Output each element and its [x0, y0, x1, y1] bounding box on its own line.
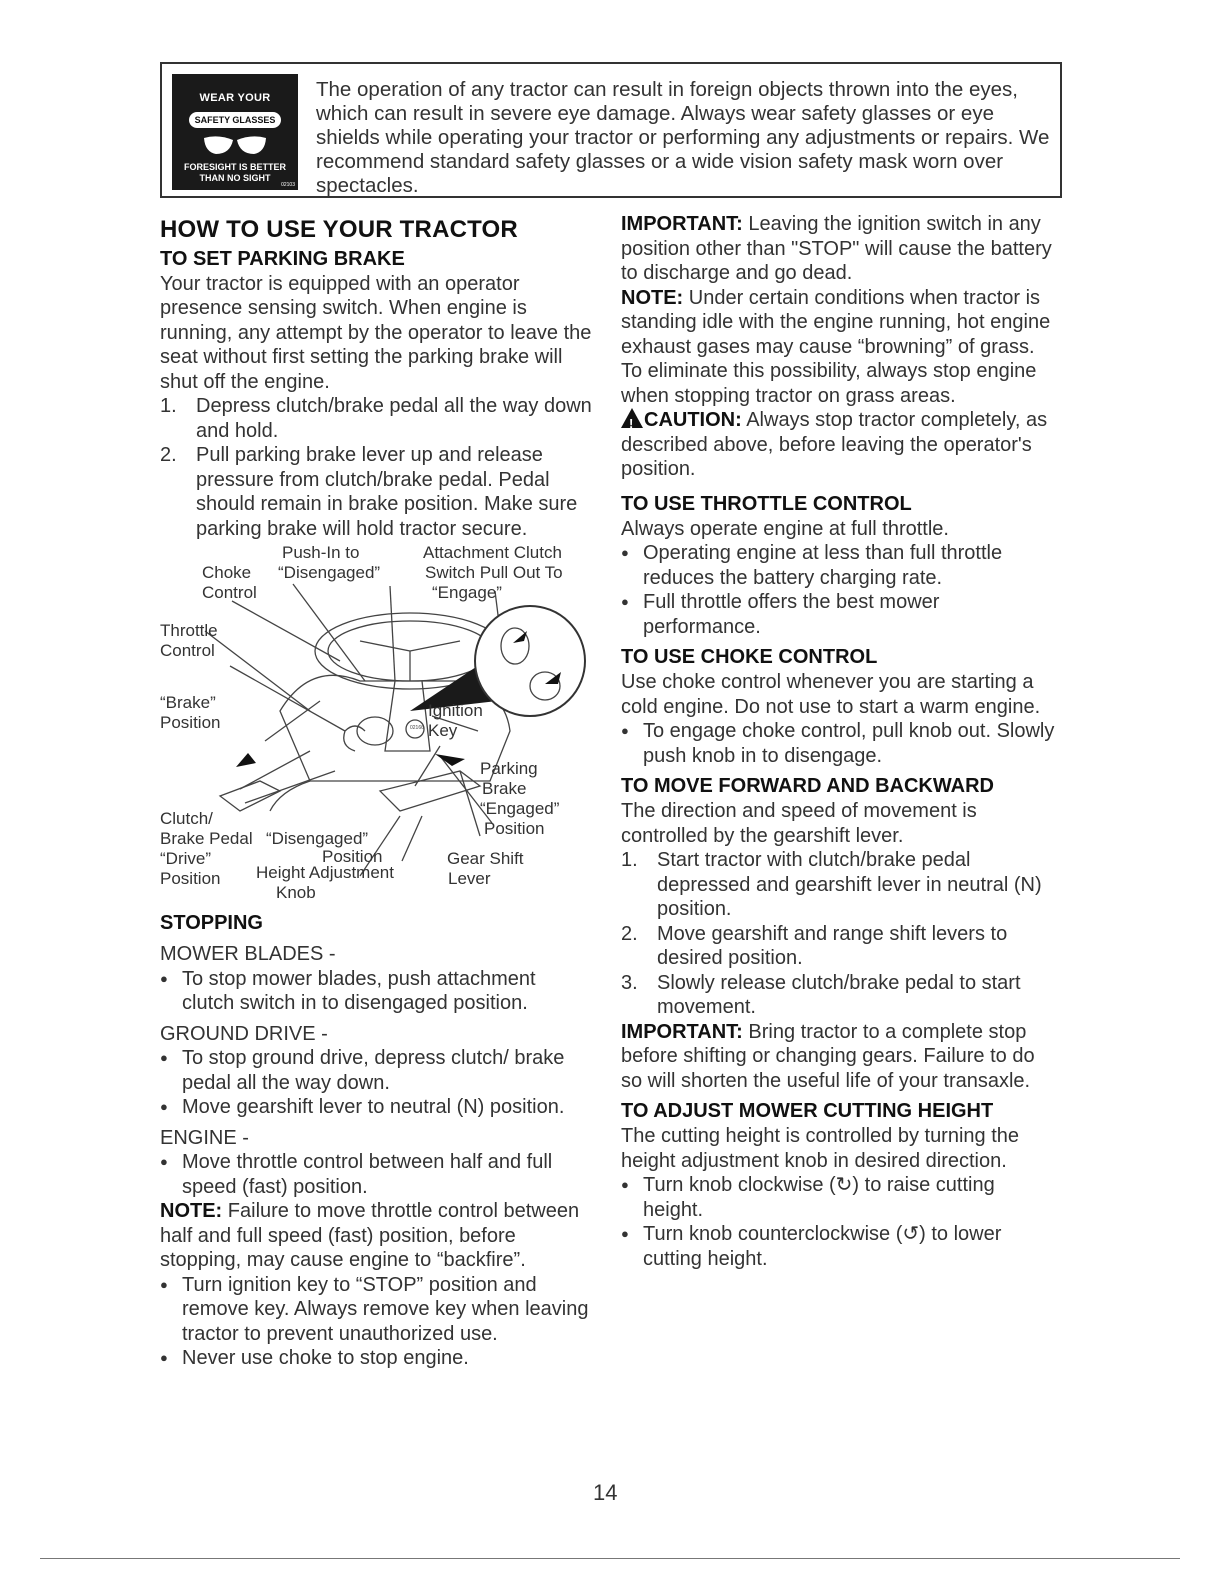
- choke-intro: Use choke control whenever you are starting a cold engine. Do not use to start a warm engine.: [621, 671, 1041, 718]
- step-text: Move gearshift and range shift levers to desired position.: [657, 922, 1008, 969]
- parking-brake-heading: TO SET PARKING BRAKE: [160, 247, 405, 270]
- warning-text: The operation of any tractor can result in foreign objects thrown into the eyes, which can result in severe eye damage. Always wear safety glasses or eye shields while operating your tractor or performing any adjustments or repairs. We recommend standard safety glasses or a wide vision safety mask worn over spectacles.: [316, 78, 1050, 197]
- important-shifting: [621, 1020, 1055, 1094]
- mower-blades-label: MOWER BLADES -: [160, 943, 336, 965]
- throttle-label: Throttle: [160, 621, 218, 640]
- disengaged-position-text: Position: [322, 847, 383, 866]
- cutting-height-intro: The cutting height is controlled by turning the height adjustment knob in desired direction.: [621, 1125, 1020, 1172]
- list-item: ● Turn ignition key to “STOP” position and remove key. Always remove key when leaving tractor to prevent unauthorized use.: [160, 1273, 592, 1347]
- move-intro: The direction and speed of movement is controlled by the gearshift lever.: [621, 800, 977, 847]
- safety-glasses-warning-banner: [160, 62, 1062, 198]
- parking-step: [160, 443, 592, 541]
- choke-label: Choke: [202, 563, 252, 582]
- right-column: [621, 212, 1055, 1271]
- safety-glasses-label-graphic: [172, 74, 298, 190]
- switch-pull-out-label: Switch Pull Out To: [425, 563, 563, 582]
- label-code: 02103: [281, 182, 295, 188]
- push-in-label: Push-In to: [282, 543, 360, 562]
- move-heading: TO MOVE FORWARD AND BACKWARD: [621, 775, 994, 797]
- section-title: HOW TO USE YOUR TRACTOR: [160, 216, 518, 243]
- note-label: NOTE:: [160, 1200, 223, 1222]
- throttle-intro: Always operate engine at full throttle.: [621, 517, 949, 540]
- list-item: ● Full throttle offers the best mower performance.: [621, 590, 1055, 639]
- brake-position-label: Position: [160, 713, 221, 732]
- step-number: 2.: [160, 444, 177, 466]
- note-text: Under certain conditions when tractor is standing idle with the engine running, hot engine exhaust gases may cause “browning” of grass. To eliminate this possibility, always stop engine when stopping tractor on grass areas.: [621, 286, 1051, 407]
- list-item: ● To stop ground drive, depress clutch/ brake pedal all the way down.: [160, 1046, 592, 1095]
- attachment-clutch-label: Attachment Clutch: [423, 543, 562, 562]
- brake-label: “Brake”: [160, 693, 216, 712]
- step-text: Pull parking brake lever up and release pressure from clutch/brake pedal. Pedal should remain in brake position. Make sure parking brake will hold tractor secure.: [196, 444, 578, 540]
- disengaged-label: “Disengaged”: [278, 563, 381, 582]
- engaged-label: “Engaged”: [480, 799, 560, 818]
- diagram-code: 02166: [410, 725, 424, 731]
- left-column: [160, 218, 592, 1371]
- ignition-label: Ignition: [428, 701, 483, 720]
- cutting-height-heading: TO ADJUST MOWER CUTTING HEIGHT: [621, 1100, 994, 1122]
- important-label: IMPORTANT:: [621, 1020, 743, 1043]
- important-label: IMPORTANT:: [621, 213, 743, 235]
- step-number: 2.: [621, 922, 638, 945]
- list-item: ● To engage choke control, pull knob out. Slowly push knob in to disengage.: [621, 720, 1055, 767]
- brake-pedal-label: Brake Pedal: [160, 829, 253, 848]
- list-item-text: Operating engine at less than full throttle reduces the battery charging rate.: [643, 542, 1003, 589]
- drive-position-label: Position: [160, 869, 221, 888]
- parking-position-label: Position: [484, 819, 545, 838]
- page-number: 14: [593, 1480, 618, 1505]
- list-item-text: Move throttle control between half and full speed (fast) position.: [182, 1151, 553, 1198]
- list-item: ● Turn knob clockwise (↻) to raise cutting height.: [621, 1173, 1055, 1222]
- note-label: NOTE:: [621, 286, 684, 309]
- list-item: ● Move throttle control between half and full speed (fast) position.: [160, 1150, 592, 1199]
- engage-label: “Engage”: [432, 583, 502, 602]
- move-step: [621, 848, 1055, 922]
- note-text: Failure to move throttle control between half and full speed (fast) position, before stopping, may cause engine to “backfire”.: [160, 1200, 580, 1271]
- tractor-controls-diagram: [160, 541, 592, 911]
- step-text: Depress clutch/brake pedal all the way down and hold.: [196, 395, 592, 442]
- step-number: 1.: [621, 849, 638, 871]
- parking-step: [160, 394, 592, 443]
- height-adjustment-label: Height Adjustment: [256, 863, 394, 882]
- engine-label: ENGINE -: [160, 1126, 249, 1149]
- browning-note: [621, 286, 1055, 409]
- list-item-text: To stop mower blades, push attachment clutch switch in to disengaged position.: [182, 967, 536, 1014]
- throttle-control-label: Control: [160, 641, 215, 660]
- stopping-note: [160, 1199, 592, 1273]
- wear-your-text: WEAR YOUR: [199, 92, 271, 104]
- list-item: ● Move gearshift lever to neutral (N) position.: [160, 1096, 565, 1118]
- caution-text: Always stop tractor completely, as described above, before leaving the operator's position.: [621, 409, 1048, 480]
- step-text: Slowly release clutch/brake pedal to start movement.: [657, 971, 1021, 1018]
- parking-brake-label: Brake: [482, 779, 527, 798]
- important-ignition: [621, 212, 1055, 286]
- list-item: ● Operating engine at less than full throttle reduces the battery charging rate.: [621, 541, 1055, 590]
- foresight-text: FORESIGHT IS BETTER: [183, 162, 286, 172]
- choke-heading: TO USE CHOKE CONTROL: [621, 646, 878, 668]
- bottom-divider: [40, 1558, 1180, 1559]
- caution-triangle-icon: [621, 408, 643, 428]
- stopping-heading: STOPPING: [160, 912, 263, 934]
- list-item: ● Turn knob counterclockwise (↺) to lower cutting height.: [621, 1222, 1055, 1271]
- list-item: ● Never use choke to stop engine.: [160, 1347, 469, 1369]
- important-text: Bring tractor to a complete stop before shifting or changing gears. Failure to do so will shorten the useful life of your transaxle.: [621, 1020, 1035, 1092]
- key-label: Key: [428, 721, 458, 740]
- drive-label: “Drive”: [160, 849, 211, 868]
- ground-drive-label: GROUND DRIVE -: [160, 1022, 328, 1045]
- step-number: 3.: [621, 971, 638, 994]
- clutch-label: Clutch/: [160, 809, 213, 828]
- no-sight-text: THAN NO SIGHT: [199, 173, 271, 183]
- safety-goggles-icon: [200, 134, 270, 156]
- list-item-text: Turn knob counterclockwise (↺) to lower cutting height.: [643, 1223, 1002, 1270]
- gear-lever-label: Lever: [448, 869, 491, 888]
- list-item-text: To stop ground drive, depress clutch/ brake pedal all the way down.: [182, 1047, 565, 1094]
- disengaged-position-label: “Disengaged”: [266, 829, 369, 848]
- list-item-text: To engage choke control, pull knob out. Slowly push knob in to disengage.: [643, 720, 1055, 767]
- knob-label: Knob: [276, 883, 316, 902]
- list-item-text: Full throttle offers the best mower performance.: [643, 591, 940, 638]
- move-step: [621, 922, 1055, 971]
- gear-shift-label: Gear Shift: [447, 849, 524, 868]
- caution-statement: [621, 408, 1055, 482]
- choke-control-label: Control: [202, 583, 257, 602]
- throttle-heading: TO USE THROTTLE CONTROL: [621, 492, 912, 515]
- parking-brake-intro: Your tractor is equipped with an operator presence sensing switch. When engine is running, any attempt by the operator to leave the seat without first setting the parking brake will shut off the engine.: [160, 272, 592, 393]
- list-item-text: Turn knob clockwise (↻) to raise cutting height.: [643, 1174, 995, 1221]
- move-step: [621, 971, 1055, 1020]
- list-item-text: Turn ignition key to “STOP” position and remove key. Always remove key when leaving tractor to prevent unauthorized use.: [182, 1273, 589, 1345]
- list-item-text: Move gearshift lever to neutral (N) position.: [182, 1096, 565, 1118]
- list-item-text: Never use choke to stop engine.: [182, 1347, 469, 1369]
- parking-label: Parking: [480, 759, 538, 778]
- safety-glasses-text: SAFETY GLASSES: [189, 112, 282, 128]
- list-item: ● To stop mower blades, push attachment clutch switch in to disengaged position.: [160, 967, 592, 1016]
- step-text: Start tractor with clutch/brake pedal depressed and gearshift lever in neutral (N) position.: [657, 849, 1042, 920]
- caution-label: CAUTION:: [644, 409, 742, 431]
- important-text: Leaving the ignition switch in any position other than "STOP" will cause the battery to discharge and go dead.: [621, 213, 1052, 284]
- step-number: 1.: [160, 395, 177, 417]
